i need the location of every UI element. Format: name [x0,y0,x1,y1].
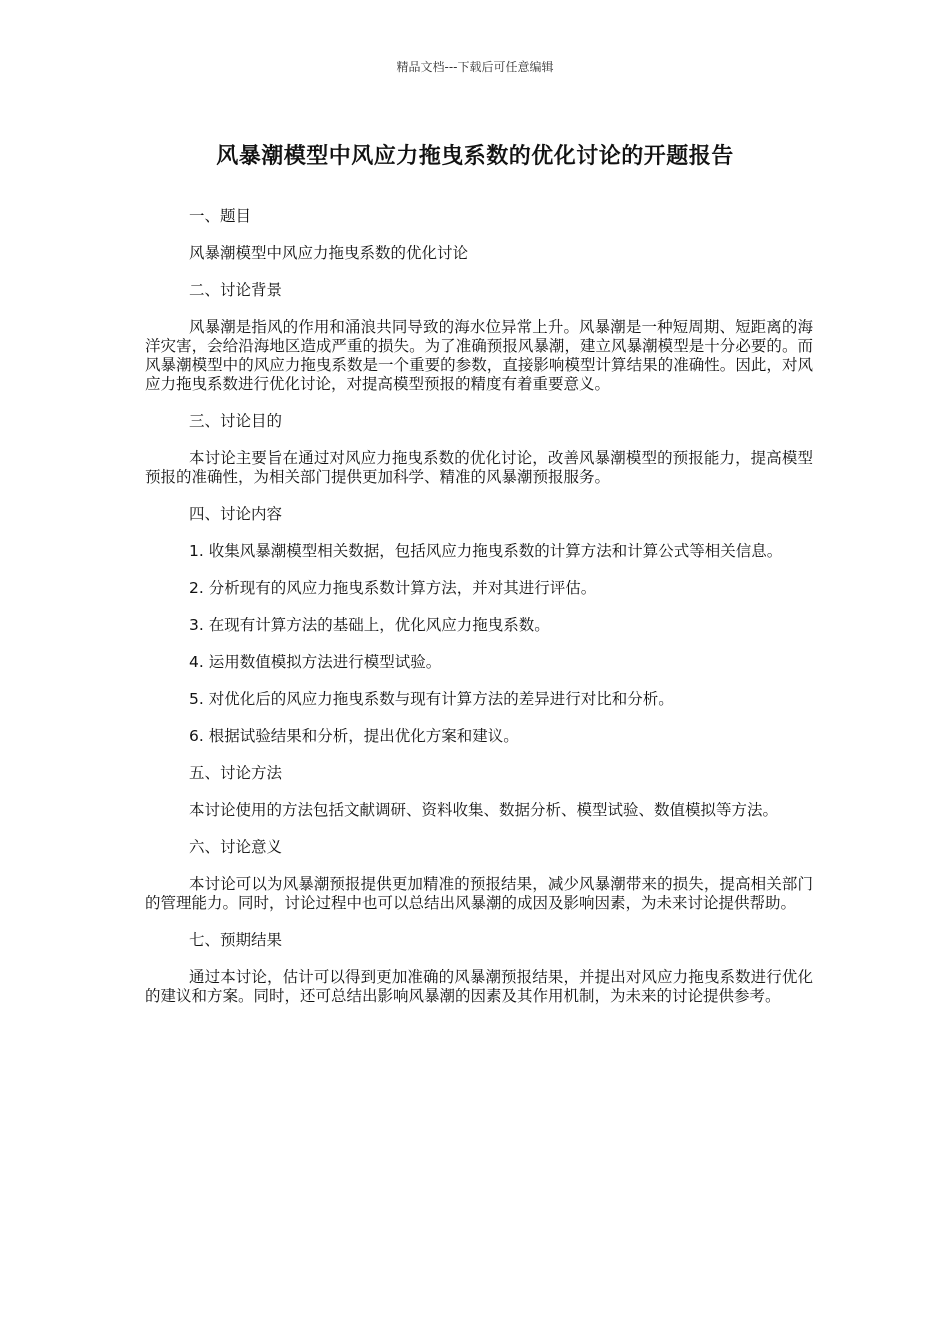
heading-content: 四、讨论内容 [189,505,283,523]
content-item-2: 2. 分析现有的风应力拖曳系数计算方法，并对其进行评估。 [189,579,597,597]
heading-topic: 一、题目 [189,207,252,225]
content-item-1: 1. 收集风暴潮模型相关数据，包括风应力拖曳系数的计算方法和计算公式等相关信息。 [189,542,783,560]
topic-text: 风暴潮模型中风应力拖曳系数的优化讨论 [189,244,469,262]
document-title: 风暴潮模型中风应力拖曳系数的优化讨论的开题报告 [216,144,734,169]
heading-significance: 六、讨论意义 [189,838,283,856]
heading-method: 五、讨论方法 [189,764,283,782]
background-text: 风暴潮是指风的作用和涌浪共同导致的海水位异常上升。风暴潮是一种短周期、短距离的海洋灾害，会给沿海地区造成严重的损失。为了准确预报风暴潮，建立风暴潮模型是十分必要的。而风暴潮模型中的风应力拖曳系数是一个重要的参数，直接影响模型计算结果的准确性。因此，对风应力拖曳系数进行优化讨论，对提高模型预报的精度有着重要意义。 [145,318,813,393]
purpose-text: 本讨论主要旨在通过对风应力拖曳系数的优化讨论，改善风暴潮模型的预报能力，提高模型预报的准确性，为相关部门提供更加科学、精准的风暴潮预报服务。 [145,449,813,486]
heading-expected-results: 七、预期结果 [189,931,283,949]
heading-purpose: 三、讨论目的 [189,412,283,430]
content-item-6: 6. 根据试验结果和分析，提出优化方案和建议。 [189,727,519,745]
heading-background: 二、讨论背景 [189,281,283,299]
method-text: 本讨论使用的方法包括文献调研、资料收集、数据分析、模型试验、数值模拟等方法。 [189,801,779,819]
expected-results-text: 通过本讨论，估计可以得到更加准确的风暴潮预报结果，并提出对风应力拖曳系数进行优化的建议和方案。同时，还可总结出影响风暴潮的因素及其作用机制，为未来的讨论提供参考。 [145,968,813,1005]
header-note: 精品文档---下载后可任意编辑 [396,60,554,74]
content-item-3: 3. 在现有计算方法的基础上，优化风应力拖曳系数。 [189,616,550,634]
significance-text: 本讨论可以为风暴潮预报提供更加精准的预报结果，减少风暴潮带来的损失，提高相关部门的管理能力。同时，讨论过程中也可以总结出风暴潮的成因及影响因素，为未来讨论提供帮助。 [145,875,813,912]
document-body [145,207,813,1024]
content-item-5: 5. 对优化后的风应力拖曳系数与现有计算方法的差异进行对比和分析。 [189,690,674,708]
content-item-4: 4. 运用数值模拟方法进行模型试验。 [189,653,442,671]
